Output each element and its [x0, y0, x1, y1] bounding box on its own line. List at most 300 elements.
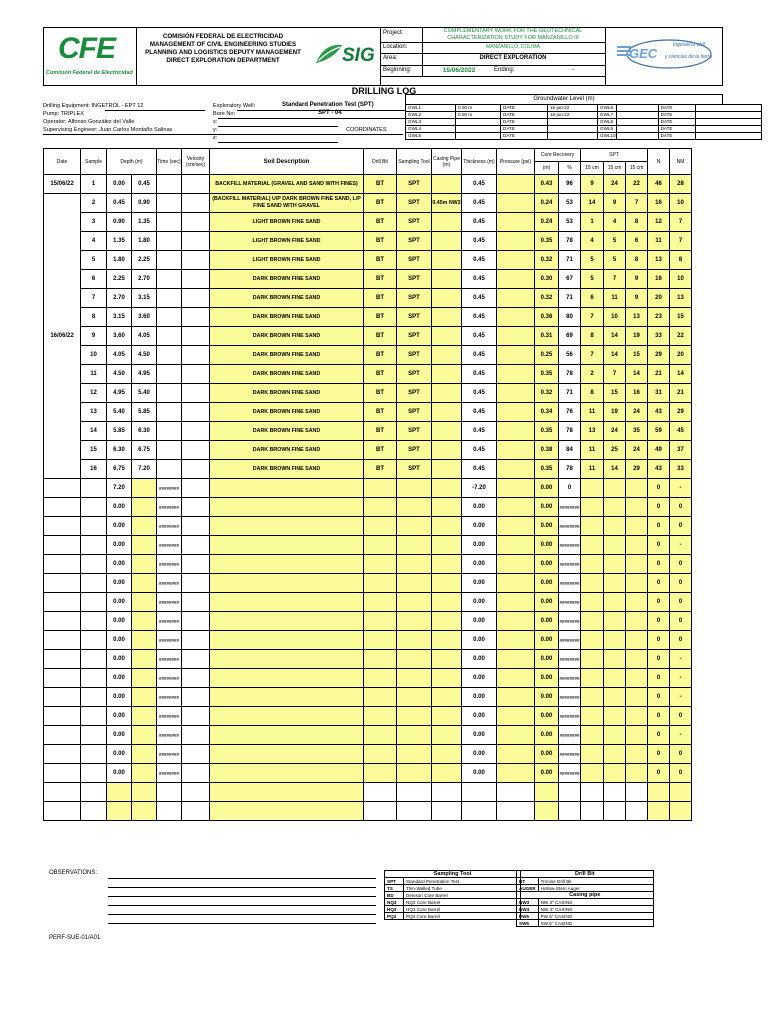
row-velocity [182, 707, 210, 726]
row-soil-description: LIGHT BROWN FINE SAND [210, 213, 364, 232]
row-time: ######## [157, 726, 182, 745]
row-time: ######## [157, 764, 182, 783]
row-depth-from: 0.00 [107, 498, 132, 517]
row-spt-2 [604, 650, 626, 669]
geo-logo [609, 34, 719, 80]
casing-pipe-code: NW4 [517, 906, 539, 913]
row-core-recovery-pct: 96 [559, 175, 581, 194]
row-spt-2 [604, 574, 626, 593]
row-sampling-tool: SPT [397, 460, 432, 479]
row-core-recovery-pct: ######## [559, 593, 581, 612]
row-spt-3: 35 [626, 422, 648, 441]
sampling-tool-legend [384, 870, 521, 920]
row-time: ######## [157, 631, 182, 650]
row-depth-to [132, 764, 157, 783]
table-row [44, 555, 693, 574]
row-soil-description [210, 574, 364, 593]
row-drill-bit [364, 707, 397, 726]
row-nm: 29 [670, 403, 692, 422]
casing-pipe-desc: PW 5" CASING [538, 913, 653, 920]
table-row [44, 346, 693, 365]
row-pressure [497, 574, 535, 593]
row-spt-3 [626, 498, 648, 517]
row-time [157, 346, 182, 365]
row-depth-to [132, 669, 157, 688]
row-sampling-tool [397, 517, 432, 536]
row-casing-pipe [432, 251, 462, 270]
drilling-log-table [43, 148, 692, 821]
row-spt-2: 24 [604, 175, 626, 194]
row-date [44, 574, 81, 593]
row-spt-2 [604, 669, 626, 688]
sampling-tool-desc: NQ3 Core Barrel [404, 899, 521, 906]
row-depth-to [132, 574, 157, 593]
groundwater-cell: GWL1 [406, 105, 456, 112]
row-n: 20 [648, 289, 670, 308]
row-spacer [692, 783, 693, 802]
groundwater-cell: 15-jun-22 [548, 105, 598, 112]
row-spt-3: 8 [626, 213, 648, 232]
row-depth-from: 0.00 [107, 764, 132, 783]
row-time [157, 802, 182, 821]
row-sampling-tool [397, 631, 432, 650]
row-spt-3: 9 [626, 289, 648, 308]
row-drill-bit [364, 479, 397, 498]
row-sample: 5 [81, 251, 107, 270]
row-sample [81, 726, 107, 745]
row-drill-bit [364, 726, 397, 745]
row-spt-3: 7 [626, 194, 648, 213]
row-nm: 37 [670, 441, 692, 460]
row-spt-3: 13 [626, 308, 648, 327]
row-pressure [497, 536, 535, 555]
row-depth-to: 4.95 [132, 365, 157, 384]
row-core-recovery-m: 0.00 [535, 536, 559, 555]
row-n: 0 [648, 631, 670, 650]
row-sample: 13 [81, 403, 107, 422]
exploratory-well-value: Standard Penetration Test (SPT) [282, 102, 374, 108]
row-sample [81, 498, 107, 517]
row-soil-description [210, 536, 364, 555]
groundwater-cell [548, 126, 598, 133]
row-spt-3 [626, 479, 648, 498]
row-time [157, 175, 182, 194]
row-nm: 0 [670, 593, 692, 612]
row-sampling-tool: SPT [397, 403, 432, 422]
row-spt-3 [626, 802, 648, 821]
row-spt-3: 6 [626, 232, 648, 251]
row-depth-to [132, 555, 157, 574]
groundwater-cell: GWL5 [406, 133, 456, 140]
table-row [44, 669, 693, 688]
row-depth-from: 0.00 [107, 517, 132, 536]
row-spt-2: 24 [604, 422, 626, 441]
row-depth-from: 0.00 [107, 726, 132, 745]
row-spt-3 [626, 726, 648, 745]
row-spt-2: 7 [604, 270, 626, 289]
groundwater-cell: DATE [501, 105, 548, 112]
beginning-label: Beginning: [383, 67, 412, 73]
row-spacer [692, 745, 693, 764]
row-date [44, 650, 81, 669]
row-pressure [497, 308, 535, 327]
row-velocity [182, 232, 210, 251]
row-thickness: 0.45 [462, 384, 497, 403]
ending-value: - [572, 67, 574, 73]
row-thickness: 0.00 [462, 631, 497, 650]
row-casing-pipe [432, 460, 462, 479]
row-sampling-tool: SPT [397, 327, 432, 346]
row-drill-bit [364, 745, 397, 764]
table-row [44, 175, 693, 194]
coordinates-label: COORDINATES [346, 127, 387, 133]
row-core-recovery-pct: ######## [559, 669, 581, 688]
row-soil-description [210, 745, 364, 764]
row-time: ######## [157, 555, 182, 574]
table-row [44, 441, 693, 460]
row-thickness: 0.00 [462, 764, 497, 783]
table-row [44, 726, 693, 745]
row-n: 23 [648, 308, 670, 327]
sampling-tool-code: NQ3 [385, 899, 404, 906]
row-date [44, 517, 81, 536]
row-core-recovery-m: 0.00 [535, 593, 559, 612]
row-depth-from: 0.45 [107, 194, 132, 213]
row-depth-to [132, 650, 157, 669]
row-drill-bit: BT [364, 460, 397, 479]
row-casing-pipe [432, 175, 462, 194]
row-depth-to: 5.40 [132, 384, 157, 403]
drill-bit-code: AUGER [517, 885, 539, 892]
row-core-recovery-m: 0.00 [535, 688, 559, 707]
row-time: ######## [157, 707, 182, 726]
row-nm: 7 [670, 213, 692, 232]
row-spt-1 [581, 802, 604, 821]
groundwater-cell: DATE [501, 119, 548, 126]
row-velocity [182, 441, 210, 460]
row-casing-pipe [432, 498, 462, 517]
row-velocity [182, 574, 210, 593]
row-spt-3: 15 [626, 346, 648, 365]
row-spacer [692, 479, 693, 498]
cfe-logo [44, 28, 136, 85]
row-date [44, 498, 81, 517]
row-time: ######## [157, 669, 182, 688]
row-thickness: 0.45 [462, 365, 497, 384]
row-spacer [692, 726, 693, 745]
row-spt-3: 29 [626, 460, 648, 479]
row-velocity [182, 650, 210, 669]
row-nm: 14 [670, 365, 692, 384]
row-sampling-tool: SPT [397, 422, 432, 441]
row-thickness: 0.00 [462, 536, 497, 555]
row-velocity [182, 783, 210, 802]
row-n: 11 [648, 232, 670, 251]
row-nm: 0 [670, 764, 692, 783]
col-n: N [648, 149, 670, 175]
row-core-recovery-pct: 71 [559, 384, 581, 403]
row-spt-3 [626, 574, 648, 593]
groundwater-cell: DATE [658, 112, 695, 119]
beginning-value: 15/06/2022 [442, 67, 476, 74]
row-depth-from: 5.85 [107, 422, 132, 441]
row-spt-1: 14 [581, 194, 604, 213]
row-n: 0 [648, 669, 670, 688]
row-soil-description [210, 726, 364, 745]
row-core-recovery-pct: 78 [559, 232, 581, 251]
row-spt-2: 15 [604, 384, 626, 403]
geo-logo-subtitle-2: y ciencias de la tierra [665, 54, 712, 60]
row-n: 0 [648, 707, 670, 726]
row-spacer [692, 631, 693, 650]
table-row [44, 783, 693, 802]
row-depth-to [132, 536, 157, 555]
row-soil-description [210, 764, 364, 783]
table-row [44, 384, 693, 403]
operator: Operator: Alfonso González del Valle [43, 119, 135, 125]
col-drill-bit: Drill Bit [364, 149, 397, 175]
row-velocity [182, 213, 210, 232]
row-velocity [182, 175, 210, 194]
row-pressure [497, 726, 535, 745]
row-drill-bit: BT [364, 422, 397, 441]
row-depth-from: 0.00 [107, 669, 132, 688]
table-row [44, 213, 693, 232]
row-date [44, 783, 81, 802]
table-row [44, 631, 693, 650]
row-core-recovery-pct: 84 [559, 441, 581, 460]
row-velocity [182, 631, 210, 650]
row-sampling-tool: SPT [397, 365, 432, 384]
row-velocity [182, 669, 210, 688]
row-velocity [182, 802, 210, 821]
row-nm: - [670, 650, 692, 669]
row-drill-bit: BT [364, 308, 397, 327]
table-row [44, 707, 693, 726]
row-core-recovery-m: 0.35 [535, 365, 559, 384]
table-row [44, 289, 693, 308]
row-spt-3 [626, 536, 648, 555]
row-n: 31 [648, 384, 670, 403]
row-spt-1 [581, 593, 604, 612]
row-depth-to [132, 517, 157, 536]
row-casing-pipe [432, 308, 462, 327]
row-soil-description: DARK BROWN FINE SAND [210, 422, 364, 441]
row-nm: - [670, 688, 692, 707]
row-thickness: 0.45 [462, 441, 497, 460]
row-core-recovery-m: 0.00 [535, 498, 559, 517]
row-casing-pipe [432, 612, 462, 631]
row-casing-pipe [432, 688, 462, 707]
row-depth-from: 6.75 [107, 460, 132, 479]
row-n: 0 [648, 517, 670, 536]
row-thickness: 0.45 [462, 270, 497, 289]
row-thickness: 0.00 [462, 612, 497, 631]
groundwater-cell: DATE [501, 112, 548, 119]
row-sample [81, 536, 107, 555]
row-time [157, 213, 182, 232]
area-value: DIRECT EXPLORATION [479, 55, 547, 61]
row-spt-1: 7 [581, 346, 604, 365]
row-spacer [692, 194, 693, 213]
row-core-recovery-pct: 69 [559, 327, 581, 346]
row-nm: 0 [670, 574, 692, 593]
row-spt-1: 5 [581, 270, 604, 289]
row-core-recovery-m: 0.00 [535, 745, 559, 764]
row-date [44, 536, 81, 555]
row-thickness: 0.00 [462, 726, 497, 745]
row-pressure [497, 289, 535, 308]
row-pressure [497, 213, 535, 232]
row-depth-from: 4.05 [107, 346, 132, 365]
row-spt-2 [604, 517, 626, 536]
row-depth-from: 0.00 [107, 574, 132, 593]
area-label: Area: [383, 55, 398, 61]
row-casing-pipe [432, 745, 462, 764]
row-casing-pipe [432, 327, 462, 346]
row-core-recovery-m: 0.35 [535, 422, 559, 441]
row-spt-3 [626, 688, 648, 707]
row-date [44, 612, 81, 631]
row-depth-to: 2.70 [132, 270, 157, 289]
casing-pipe-title: Casing pipe [517, 892, 654, 899]
row-core-recovery-pct: ######## [559, 612, 581, 631]
col-casing-pipe: Casing Pipe (m) [432, 149, 462, 175]
y-label: y: [213, 127, 218, 133]
row-time: ######## [157, 612, 182, 631]
row-spt-3: 22 [626, 175, 648, 194]
row-casing-pipe [432, 783, 462, 802]
row-nm: 10 [670, 270, 692, 289]
row-n: 0 [648, 536, 670, 555]
geo-logo-subtitle-1: Ingeniería civil [673, 42, 705, 48]
row-depth-to: 1.35 [132, 213, 157, 232]
row-spt-3: 16 [626, 384, 648, 403]
row-sample [81, 517, 107, 536]
row-spt-2 [604, 688, 626, 707]
row-n: 0 [648, 726, 670, 745]
groundwater-table [405, 104, 762, 140]
row-soil-description [210, 498, 364, 517]
row-sample [81, 574, 107, 593]
row-soil-description [210, 612, 364, 631]
row-depth-from: 4.95 [107, 384, 132, 403]
row-pressure [497, 555, 535, 574]
row-velocity [182, 764, 210, 783]
row-pressure [497, 441, 535, 460]
casing-pipe-desc: NW 4" CASING [538, 906, 653, 913]
row-n: 43 [648, 403, 670, 422]
row-spt-3 [626, 612, 648, 631]
row-thickness: 0.00 [462, 555, 497, 574]
exploratory-well-label: Exploratory Well: [213, 103, 256, 109]
row-drill-bit: BT [364, 232, 397, 251]
row-core-recovery-pct [559, 783, 581, 802]
row-drill-bit [364, 764, 397, 783]
row-time [157, 327, 182, 346]
row-date [44, 707, 81, 726]
row-drill-bit: BT [364, 327, 397, 346]
row-soil-description: DARK BROWN FINE SAND [210, 327, 364, 346]
row-spt-3 [626, 707, 648, 726]
supervising-engineer: Supervising Engineer: Juan Carlos Montaño Salinas [43, 127, 173, 133]
row-nm: 22 [670, 327, 692, 346]
row-core-recovery-m: 0.32 [535, 384, 559, 403]
row-depth-from: 6.30 [107, 441, 132, 460]
row-spacer [692, 498, 693, 517]
row-date [44, 593, 81, 612]
row-sampling-tool: SPT [397, 441, 432, 460]
row-sample: 6 [81, 270, 107, 289]
row-pressure [497, 346, 535, 365]
row-core-recovery-pct: ######## [559, 555, 581, 574]
row-spt-2: 14 [604, 460, 626, 479]
row-date [44, 669, 81, 688]
row-spt-3 [626, 745, 648, 764]
row-spacer [692, 612, 693, 631]
row-pressure [497, 517, 535, 536]
row-nm: - [670, 479, 692, 498]
row-spt-2: 10 [604, 308, 626, 327]
row-core-recovery-pct: ######## [559, 517, 581, 536]
row-core-recovery-pct: ######## [559, 536, 581, 555]
row-pressure [497, 270, 535, 289]
row-spt-1 [581, 764, 604, 783]
groundwater-cell [695, 112, 761, 119]
row-spt-2 [604, 764, 626, 783]
row-depth-to [132, 479, 157, 498]
row-drill-bit [364, 650, 397, 669]
row-spt-2: 5 [604, 232, 626, 251]
row-spacer [692, 384, 693, 403]
row-thickness: 0.45 [462, 460, 497, 479]
row-drill-bit: BT [364, 213, 397, 232]
row-sample [81, 745, 107, 764]
row-date [44, 745, 81, 764]
row-drill-bit [364, 574, 397, 593]
row-casing-pipe [432, 574, 462, 593]
row-time [157, 441, 182, 460]
row-velocity [182, 270, 210, 289]
groundwater-cell [456, 119, 501, 126]
row-thickness: 0.00 [462, 707, 497, 726]
row-depth-to: 3.15 [132, 289, 157, 308]
row-nm: 21 [670, 384, 692, 403]
casing-pipe-desc: SW 6" CASING [538, 920, 653, 927]
row-n [648, 802, 670, 821]
row-thickness: 0.45 [462, 175, 497, 194]
row-pressure [497, 688, 535, 707]
row-nm: 8 [670, 251, 692, 270]
row-soil-description [210, 707, 364, 726]
row-sample [81, 764, 107, 783]
row-spt-2: 14 [604, 346, 626, 365]
row-depth-from [107, 783, 132, 802]
sampling-tool-code: HQ3 [385, 906, 404, 913]
row-date: 15/06/22 [44, 175, 81, 194]
row-spt-3 [626, 517, 648, 536]
row-casing-pipe [432, 802, 462, 821]
row-spt-1 [581, 669, 604, 688]
row-spt-1: 13 [581, 422, 604, 441]
row-spacer [692, 232, 693, 251]
sampling-tool-desc: Thin-Walled Tube [404, 885, 521, 892]
row-casing-pipe [432, 365, 462, 384]
row-depth-to: 1.80 [132, 232, 157, 251]
row-sampling-tool [397, 745, 432, 764]
row-depth-from: 1.35 [107, 232, 132, 251]
row-spt-1: 7 [581, 308, 604, 327]
